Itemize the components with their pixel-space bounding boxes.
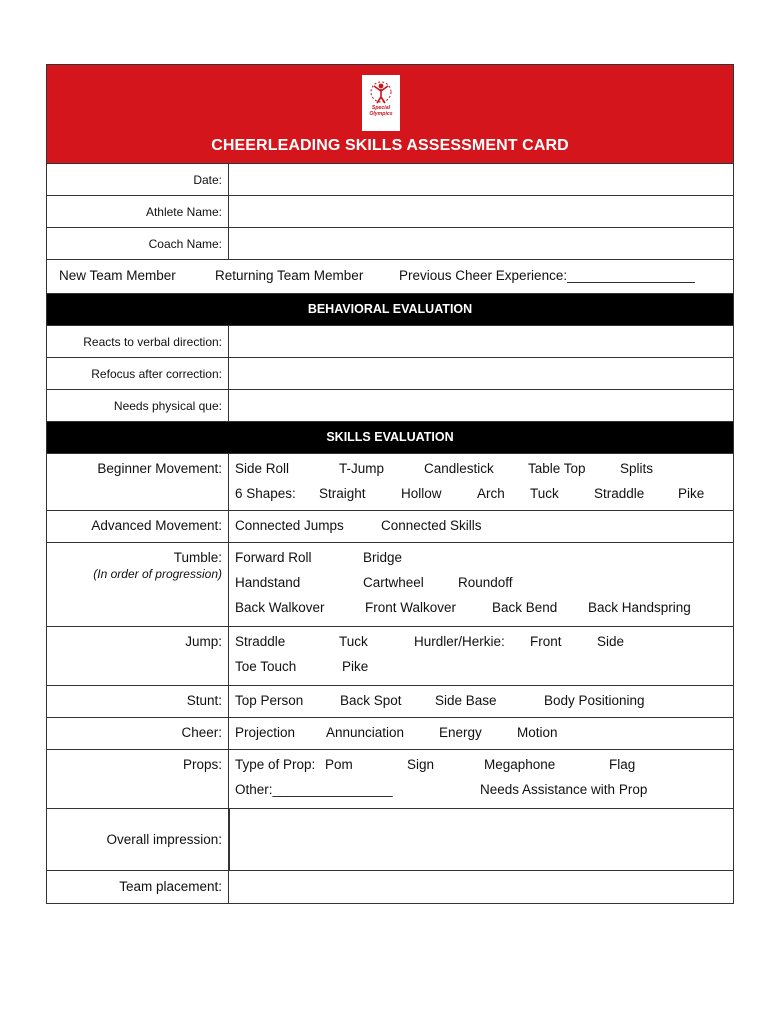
cheer-row xyxy=(47,718,733,750)
option-label: Handstand xyxy=(235,575,301,590)
props-label: Props: xyxy=(47,750,229,808)
coach-name-row xyxy=(47,228,733,260)
back-bend-option[interactable] xyxy=(492,600,557,615)
side-roll-option[interactable] xyxy=(235,461,289,476)
projection-option[interactable] xyxy=(235,725,295,740)
option-label: Back Bend xyxy=(492,600,558,615)
overall-impression-row xyxy=(47,809,733,871)
sign-option[interactable] xyxy=(407,757,434,772)
option-label: Top Person xyxy=(235,693,304,708)
jump-front-option[interactable] xyxy=(530,634,562,649)
option-label: Table Top xyxy=(528,461,586,476)
option-label: Hollow xyxy=(401,486,442,501)
energy-option[interactable] xyxy=(439,725,482,740)
pom-option[interactable] xyxy=(325,757,353,772)
page-title: CHEERLEADING SKILLS ASSESSMENT CARD xyxy=(211,137,569,154)
option-label: Connected Skills xyxy=(381,518,482,533)
option-label: Front Walkover xyxy=(365,600,457,615)
returning-team-member-option[interactable] xyxy=(215,268,363,283)
refocus-field[interactable] xyxy=(229,358,733,389)
cartwheel-option[interactable] xyxy=(363,575,424,590)
physical-que-label: Needs physical que: xyxy=(47,390,229,421)
jump-label: Jump: xyxy=(47,627,229,685)
handstand-option[interactable] xyxy=(235,575,300,590)
megaphone-option[interactable] xyxy=(484,757,555,772)
option-label: Pike xyxy=(342,659,369,674)
side-base-option[interactable] xyxy=(435,693,497,708)
tumble-options xyxy=(229,543,733,626)
straddle-option[interactable] xyxy=(594,486,644,501)
assessment-card xyxy=(46,64,734,904)
skills-evaluation-heading: SKILLS EVALUATION xyxy=(47,422,733,454)
toe-touch-option[interactable] xyxy=(235,659,296,674)
top-person-option[interactable] xyxy=(235,693,303,708)
motion-option[interactable] xyxy=(517,725,558,740)
option-label: Tuck xyxy=(339,634,368,649)
advanced-movement-options xyxy=(229,511,733,542)
option-label: Connected Jumps xyxy=(235,518,344,533)
option-label: Side Roll xyxy=(235,461,290,476)
athlete-name-row xyxy=(47,196,733,228)
front-walkover-option[interactable] xyxy=(365,600,456,615)
pike-option[interactable] xyxy=(678,486,704,501)
tumble-row xyxy=(47,543,733,627)
option-label: Straddle xyxy=(594,486,645,501)
option-label: Side Base xyxy=(435,693,497,708)
forward-roll-option[interactable] xyxy=(235,550,312,565)
option-label: Back Handspring xyxy=(588,600,691,615)
beginner-movement-row xyxy=(47,454,733,511)
overall-impression-label: Overall impression: xyxy=(47,809,229,870)
table-top-option[interactable] xyxy=(528,461,586,476)
jump-side-option[interactable] xyxy=(597,634,624,649)
jump-straddle-option[interactable] xyxy=(235,634,285,649)
date-field[interactable] xyxy=(229,164,733,195)
coach-name-label: Coach Name: xyxy=(47,228,229,259)
card-header xyxy=(47,65,733,164)
advanced-movement-label: Advanced Movement: xyxy=(47,511,229,542)
option-label: Other:________________ xyxy=(235,782,393,797)
type-of-prop-label: Type of Prop: xyxy=(235,757,316,772)
option-label: T-Jump xyxy=(339,461,385,476)
option-label: Returning Team Member xyxy=(215,268,364,283)
option-label: Motion xyxy=(517,725,558,740)
option-label: Front xyxy=(530,634,562,649)
option-label: Annunciation xyxy=(326,725,405,740)
candlestick-option[interactable] xyxy=(424,461,494,476)
stunt-options xyxy=(229,686,733,717)
option-label: Toe Touch xyxy=(235,659,297,674)
option-label: Cartwheel xyxy=(363,575,424,590)
new-team-member-option[interactable] xyxy=(59,268,176,283)
props-options xyxy=(229,750,733,808)
jump-pike-option[interactable] xyxy=(342,659,368,674)
athlete-name-field[interactable] xyxy=(229,196,733,227)
option-label: Pom xyxy=(325,757,353,772)
stunt-label: Stunt: xyxy=(47,686,229,717)
hurdler-herkie-option[interactable] xyxy=(414,634,505,649)
option-label: Side xyxy=(597,634,625,649)
team-placement-label: Team placement: xyxy=(47,871,229,903)
reacts-row xyxy=(47,326,733,358)
option-label: Arch xyxy=(477,486,505,501)
arch-option[interactable] xyxy=(477,486,505,501)
option-label: Back Spot xyxy=(340,693,402,708)
splits-option[interactable] xyxy=(620,461,653,476)
option-label: Megaphone xyxy=(484,757,556,772)
option-label: Pike xyxy=(678,486,705,501)
jump-tuck-option[interactable] xyxy=(339,634,368,649)
six-shapes-label: 6 Shapes: xyxy=(235,486,296,501)
jump-row xyxy=(47,627,733,686)
connected-skills-option[interactable] xyxy=(381,518,482,533)
straight-option[interactable] xyxy=(319,486,366,501)
option-label: Splits xyxy=(620,461,654,476)
physical-que-field[interactable] xyxy=(229,390,733,421)
team-placement-row xyxy=(47,871,733,903)
tuck-option[interactable] xyxy=(530,486,559,501)
refocus-label: Refocus after correction: xyxy=(47,358,229,389)
bridge-option[interactable] xyxy=(363,550,402,565)
option-label: Bridge xyxy=(363,550,403,565)
member-type-row xyxy=(47,260,733,294)
other-prop-option[interactable] xyxy=(235,782,393,797)
option-label: Tuck xyxy=(530,486,559,501)
option-label: Straight xyxy=(319,486,366,501)
option-label: Back Walkover xyxy=(235,600,325,615)
option-label: New Team Member xyxy=(59,268,176,283)
tumble-label-cell xyxy=(47,543,229,626)
option-label: Candlestick xyxy=(424,461,494,476)
behavioral-evaluation-heading: BEHAVIORAL EVALUATION xyxy=(47,294,733,326)
props-row xyxy=(47,750,733,809)
overall-impression-field[interactable] xyxy=(229,809,733,870)
option-label: Straddle xyxy=(235,634,286,649)
option-label: Sign xyxy=(407,757,435,772)
special-olympics-logo xyxy=(362,75,400,131)
stunt-row xyxy=(47,686,733,718)
back-handspring-option[interactable] xyxy=(588,600,691,615)
back-spot-option[interactable] xyxy=(340,693,402,708)
team-placement-field[interactable] xyxy=(229,871,733,903)
option-label: Flag xyxy=(609,757,636,772)
tumble-note: (In order of progression) xyxy=(93,567,222,581)
cheer-options xyxy=(229,718,733,749)
flag-option[interactable] xyxy=(609,757,635,772)
reacts-label: Reacts to verbal direction: xyxy=(47,326,229,357)
athlete-name-label: Athlete Name: xyxy=(47,196,229,227)
t-jump-option[interactable] xyxy=(339,461,384,476)
tumble-label: Tumble: xyxy=(173,550,222,565)
roundoff-option[interactable] xyxy=(458,575,513,590)
date-row xyxy=(47,164,733,196)
physical-que-row xyxy=(47,390,733,422)
option-label: Energy xyxy=(439,725,482,740)
refocus-row xyxy=(47,358,733,390)
jump-options xyxy=(229,627,733,685)
special-olympics-figure-icon xyxy=(369,80,393,104)
beginner-movement-options xyxy=(229,454,733,510)
option-label: Needs Assistance with Prop xyxy=(480,782,648,797)
beginner-movement-label: Beginner Movement: xyxy=(47,454,229,510)
coach-name-field[interactable] xyxy=(229,228,733,259)
connected-jumps-option[interactable] xyxy=(235,518,344,533)
option-label: Hurdler/Herkie: xyxy=(414,634,505,649)
logo-text: Special Olympics xyxy=(369,105,393,117)
option-label: Body Positioning xyxy=(544,693,645,708)
needs-assistance-option[interactable] xyxy=(480,782,647,797)
option-label: Roundoff xyxy=(458,575,513,590)
option-label: Previous Cheer Experience:_________________ xyxy=(399,268,695,283)
cheer-label: Cheer: xyxy=(47,718,229,749)
option-label: Forward Roll xyxy=(235,550,312,565)
body-positioning-option[interactable] xyxy=(544,693,645,708)
option-label: Projection xyxy=(235,725,296,740)
annunciation-option[interactable] xyxy=(326,725,404,740)
previous-cheer-experience-option[interactable] xyxy=(399,268,695,283)
reacts-field[interactable] xyxy=(229,326,733,357)
date-label: Date: xyxy=(47,164,229,195)
advanced-movement-row xyxy=(47,511,733,543)
back-walkover-option[interactable] xyxy=(235,600,325,615)
hollow-option[interactable] xyxy=(401,486,442,501)
